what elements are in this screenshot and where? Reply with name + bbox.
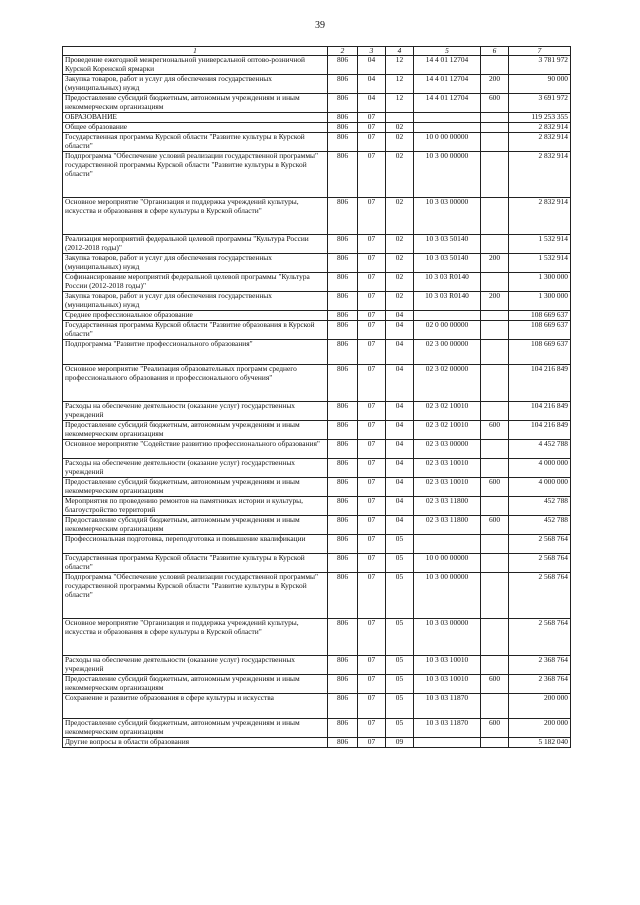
table-row	[63, 254, 571, 273]
section-code-cell: 07	[358, 440, 386, 459]
table-row	[63, 273, 571, 292]
ministry-code-cell: 806	[328, 198, 358, 235]
expense-type-cell: 600	[481, 719, 509, 738]
section-code-cell: 07	[358, 311, 386, 321]
section-code-cell: 07	[358, 694, 386, 719]
row-name-cell: Основное мероприятие "Организация и поддержка учреждений культуры, искусства и образования в сфере культуры в Курской области"	[63, 619, 328, 656]
subsection-code-cell: 05	[386, 694, 414, 719]
amount-cell: 1 300 000	[509, 273, 571, 292]
table-row	[63, 402, 571, 421]
expense-type-cell: 600	[481, 94, 509, 113]
row-name-cell: Расходы на обеспечение деятельности (оказание услуг) государственных учреждений	[63, 656, 328, 675]
ministry-code-cell: 806	[328, 738, 358, 748]
expense-type-cell	[481, 321, 509, 340]
section-code-cell: 04	[358, 75, 386, 94]
table-row	[63, 123, 571, 133]
budget-table	[62, 46, 571, 748]
expense-type-cell	[481, 365, 509, 402]
subsection-code-cell: 04	[386, 478, 414, 497]
table-row	[63, 719, 571, 738]
amount-cell: 2 568 764	[509, 554, 571, 573]
expense-type-cell	[481, 152, 509, 198]
amount-cell: 3 781 972	[509, 56, 571, 75]
expense-type-cell	[481, 459, 509, 478]
table-body	[63, 47, 571, 748]
ministry-code-cell: 806	[328, 619, 358, 656]
row-name-cell: Государственная программа Курской области "Развитие культуры в Курской области"	[63, 133, 328, 152]
target-article-cell: 10 3 00 00000	[414, 152, 481, 198]
row-name-cell: Предоставление субсидий бюджетным, автономным учреждениям и иным некоммерческим организациям	[63, 94, 328, 113]
amount-cell: 90 000	[509, 75, 571, 94]
subsection-code-cell: 04	[386, 516, 414, 535]
ministry-code-cell: 806	[328, 311, 358, 321]
subsection-code-cell: 04	[386, 311, 414, 321]
expense-type-cell: 600	[481, 675, 509, 694]
amount-cell: 2 832 914	[509, 123, 571, 133]
ministry-code-cell: 806	[328, 421, 358, 440]
row-name-cell: Другие вопросы в области образования	[63, 738, 328, 748]
target-article-cell: 14 4 01 12704	[414, 94, 481, 113]
table-row	[63, 94, 571, 113]
ministry-code-cell: 806	[328, 554, 358, 573]
target-article-cell: 02 0 00 00000	[414, 321, 481, 340]
target-article-cell: 10 3 00 00000	[414, 573, 481, 619]
ministry-code-cell: 806	[328, 365, 358, 402]
table-row	[63, 321, 571, 340]
ministry-code-cell: 806	[328, 516, 358, 535]
expense-type-cell	[481, 123, 509, 133]
amount-cell: 2 568 764	[509, 573, 571, 619]
section-code-cell: 07	[358, 235, 386, 254]
target-article-cell: 02 3 00 00000	[414, 340, 481, 365]
amount-cell: 2 832 914	[509, 152, 571, 198]
section-code-cell: 04	[358, 94, 386, 113]
target-article-cell	[414, 738, 481, 748]
row-name-cell: Предоставление субсидий бюджетным, автономным учреждениям и иным некоммерческим организациям	[63, 516, 328, 535]
row-name-cell: Основное мероприятие "Реализация образовательных программ среднего профессионального образования и профессионального обучения"	[63, 365, 328, 402]
ministry-code-cell: 806	[328, 459, 358, 478]
section-code-cell: 07	[358, 152, 386, 198]
expense-type-cell	[481, 535, 509, 554]
ministry-code-cell: 806	[328, 254, 358, 273]
table-row	[63, 738, 571, 748]
target-article-cell: 02 3 02 00000	[414, 365, 481, 402]
row-name-cell: Подпрограмма "Развитие профессионального образования"	[63, 340, 328, 365]
ministry-code-cell: 806	[328, 573, 358, 619]
subsection-code-cell: 09	[386, 738, 414, 748]
subsection-code-cell: 05	[386, 675, 414, 694]
expense-type-cell	[481, 198, 509, 235]
table-row	[63, 497, 571, 516]
row-name-cell: Проведение ежегодной межрегиональной универсальной оптово-розничной Курской Коренской ярмарки	[63, 56, 328, 75]
ministry-code-cell: 806	[328, 478, 358, 497]
row-name-cell: Общее образование	[63, 123, 328, 133]
subsection-code-cell: 02	[386, 133, 414, 152]
subsection-code-cell: 05	[386, 573, 414, 619]
target-article-cell: 10 0 00 00000	[414, 133, 481, 152]
target-article-cell: 10 3 03 R0140	[414, 273, 481, 292]
section-code-cell: 07	[358, 554, 386, 573]
amount-cell: 119 253 355	[509, 113, 571, 123]
subsection-code-cell: 05	[386, 535, 414, 554]
target-article-cell: 02 3 03 11800	[414, 497, 481, 516]
amount-cell: 3 691 972	[509, 94, 571, 113]
target-article-cell: 02 3 03 11800	[414, 516, 481, 535]
subsection-code-cell	[386, 113, 414, 123]
subsection-code-cell: 02	[386, 273, 414, 292]
expense-type-cell: 600	[481, 478, 509, 497]
expense-type-cell	[481, 133, 509, 152]
ministry-code-cell: 806	[328, 75, 358, 94]
target-article-cell: 10 3 03 10010	[414, 656, 481, 675]
target-article-cell: 02 3 02 10010	[414, 402, 481, 421]
expense-type-cell: 200	[481, 292, 509, 311]
row-name-cell: Расходы на обеспечение деятельности (оказание услуг) государственных учреждений	[63, 459, 328, 478]
target-article-cell: 02 3 03 10010	[414, 478, 481, 497]
target-article-cell: 10 3 03 11870	[414, 694, 481, 719]
amount-cell: 4 000 000	[509, 478, 571, 497]
section-code-cell: 07	[358, 254, 386, 273]
section-code-cell: 07	[358, 619, 386, 656]
amount-cell: 108 669 637	[509, 340, 571, 365]
table-row	[63, 619, 571, 656]
amount-cell: 452 788	[509, 516, 571, 535]
table-row	[63, 516, 571, 535]
amount-cell: 2 368 764	[509, 675, 571, 694]
row-name-cell: Закупка товаров, работ и услуг для обеспечения государственных (муниципальных) нужд	[63, 292, 328, 311]
expense-type-cell	[481, 402, 509, 421]
section-code-cell: 07	[358, 573, 386, 619]
row-name-cell: Реализация мероприятий федеральной целевой программы "Культура России (2012-2018 годы)"	[63, 235, 328, 254]
table-row	[63, 675, 571, 694]
amount-cell: 2 368 764	[509, 656, 571, 675]
ministry-code-cell: 806	[328, 133, 358, 152]
section-code-cell: 07	[358, 719, 386, 738]
subsection-code-cell: 04	[386, 402, 414, 421]
ministry-code-cell: 806	[328, 402, 358, 421]
row-name-cell: Предоставление субсидий бюджетным, автономным учреждениям и иным некоммерческим организациям	[63, 421, 328, 440]
ministry-code-cell: 806	[328, 113, 358, 123]
section-code-cell: 07	[358, 738, 386, 748]
ministry-code-cell: 806	[328, 56, 358, 75]
ministry-code-cell: 806	[328, 535, 358, 554]
ministry-code-cell: 806	[328, 94, 358, 113]
expense-type-cell	[481, 619, 509, 656]
expense-type-cell	[481, 273, 509, 292]
subsection-code-cell: 04	[386, 365, 414, 402]
expense-type-cell	[481, 440, 509, 459]
amount-cell: 452 788	[509, 497, 571, 516]
table-row	[63, 421, 571, 440]
expense-type-cell	[481, 573, 509, 619]
row-name-cell: Основное мероприятие "Содействие развитию профессионального образования"	[63, 440, 328, 459]
expense-type-cell	[481, 497, 509, 516]
target-article-cell: 02 3 03 10010	[414, 459, 481, 478]
amount-cell: 4 452 788	[509, 440, 571, 459]
expense-type-cell	[481, 311, 509, 321]
expense-type-cell: 600	[481, 516, 509, 535]
ministry-code-cell: 806	[328, 340, 358, 365]
row-name-cell: Расходы на обеспечение деятельности (оказание услуг) государственных учреждений	[63, 402, 328, 421]
row-name-cell: ОБРАЗОВАНИЕ	[63, 113, 328, 123]
section-code-cell: 07	[358, 516, 386, 535]
row-name-cell: Государственная программа Курской области "Развитие образования в Курской области"	[63, 321, 328, 340]
subsection-code-cell: 04	[386, 340, 414, 365]
subsection-code-cell: 04	[386, 440, 414, 459]
amount-cell: 1 532 914	[509, 235, 571, 254]
subsection-code-cell: 05	[386, 656, 414, 675]
section-code-cell: 07	[358, 292, 386, 311]
target-article-cell: 10 3 03 00000	[414, 198, 481, 235]
subsection-code-cell: 05	[386, 719, 414, 738]
target-article-cell: 02 3 03 00000	[414, 440, 481, 459]
subsection-code-cell: 02	[386, 152, 414, 198]
row-name-cell: Сохранение и развитие образования в сфере культуры и искусства	[63, 694, 328, 719]
amount-cell: 200 000	[509, 694, 571, 719]
ministry-code-cell: 806	[328, 235, 358, 254]
table-row	[63, 198, 571, 235]
amount-cell: 2 568 764	[509, 535, 571, 554]
amount-cell: 1 532 914	[509, 254, 571, 273]
ministry-code-cell: 806	[328, 273, 358, 292]
row-name-cell: Подпрограмма "Обеспечение условий реализации государственной программы" государственной программы Курской области "Развитие культуры в Курской области"	[63, 573, 328, 619]
target-article-cell: 14 4 01 12704	[414, 56, 481, 75]
amount-cell: 2 832 914	[509, 198, 571, 235]
subsection-code-cell: 02	[386, 292, 414, 311]
subsection-code-cell: 12	[386, 75, 414, 94]
section-code-cell: 07	[358, 198, 386, 235]
expense-type-cell	[481, 56, 509, 75]
table-header-row	[63, 47, 571, 56]
ministry-code-cell: 806	[328, 152, 358, 198]
section-code-cell: 07	[358, 459, 386, 478]
header-cell: 2	[328, 47, 358, 56]
target-article-cell: 10 3 03 50140	[414, 235, 481, 254]
section-code-cell: 04	[358, 56, 386, 75]
amount-cell: 104 216 849	[509, 421, 571, 440]
subsection-code-cell: 05	[386, 619, 414, 656]
row-name-cell: Государственная программа Курской области "Развитие культуры в Курской области"	[63, 554, 328, 573]
amount-cell: 104 216 849	[509, 365, 571, 402]
expense-type-cell: 600	[481, 421, 509, 440]
section-code-cell: 07	[358, 402, 386, 421]
row-name-cell: Среднее профессиональное образование	[63, 311, 328, 321]
target-article-cell: 10 0 00 00000	[414, 554, 481, 573]
table-row	[63, 75, 571, 94]
table-row	[63, 133, 571, 152]
subsection-code-cell: 02	[386, 254, 414, 273]
subsection-code-cell: 02	[386, 123, 414, 133]
header-cell: 6	[481, 47, 509, 56]
expense-type-cell: 200	[481, 254, 509, 273]
expense-type-cell	[481, 235, 509, 254]
row-name-cell: Софинансирование мероприятий федеральной целевой программы "Культура России (2012-2018 годы)"	[63, 273, 328, 292]
expense-type-cell	[481, 694, 509, 719]
amount-cell: 108 669 637	[509, 321, 571, 340]
table-row	[63, 459, 571, 478]
target-article-cell: 10 3 03 00000	[414, 619, 481, 656]
target-article-cell	[414, 311, 481, 321]
ministry-code-cell: 806	[328, 694, 358, 719]
subsection-code-cell: 04	[386, 459, 414, 478]
ministry-code-cell: 806	[328, 656, 358, 675]
target-article-cell	[414, 123, 481, 133]
amount-cell: 104 216 849	[509, 402, 571, 421]
table-row	[63, 152, 571, 198]
subsection-code-cell: 12	[386, 94, 414, 113]
target-article-cell: 14 4 01 12704	[414, 75, 481, 94]
target-article-cell	[414, 113, 481, 123]
header-cell: 3	[358, 47, 386, 56]
table-row	[63, 440, 571, 459]
target-article-cell: 10 3 03 R0140	[414, 292, 481, 311]
table-row	[63, 535, 571, 554]
row-name-cell: Мероприятия по проведению ремонтов на памятниках истории и культуры, благоустройство территорий	[63, 497, 328, 516]
table-row	[63, 113, 571, 123]
section-code-cell: 07	[358, 478, 386, 497]
target-article-cell	[414, 535, 481, 554]
expense-type-cell	[481, 738, 509, 748]
expense-type-cell	[481, 113, 509, 123]
subsection-code-cell: 05	[386, 554, 414, 573]
amount-cell: 2 832 914	[509, 133, 571, 152]
ministry-code-cell: 806	[328, 321, 358, 340]
table-row	[63, 656, 571, 675]
row-name-cell: Закупка товаров, работ и услуг для обеспечения государственных (муниципальных) нужд	[63, 75, 328, 94]
section-code-cell: 07	[358, 497, 386, 516]
header-cell: 5	[414, 47, 481, 56]
amount-cell: 200 000	[509, 719, 571, 738]
target-article-cell: 02 3 02 10010	[414, 421, 481, 440]
section-code-cell: 07	[358, 321, 386, 340]
section-code-cell: 07	[358, 421, 386, 440]
subsection-code-cell: 02	[386, 235, 414, 254]
target-article-cell: 10 3 03 11870	[414, 719, 481, 738]
table-row	[63, 554, 571, 573]
section-code-cell: 07	[358, 273, 386, 292]
row-name-cell: Основное мероприятие "Организация и поддержка учреждений культуры, искусства и образования в сфере культуры в Курской области"	[63, 198, 328, 235]
row-name-cell: Закупка товаров, работ и услуг для обеспечения государственных (муниципальных) нужд	[63, 254, 328, 273]
section-code-cell: 07	[358, 656, 386, 675]
row-name-cell: Профессиональная подготовка, переподготовка и повышение квалификации	[63, 535, 328, 554]
section-code-cell: 07	[358, 133, 386, 152]
table-row	[63, 311, 571, 321]
amount-cell: 4 000 000	[509, 459, 571, 478]
table-row	[63, 573, 571, 619]
header-cell: 1	[63, 47, 328, 56]
table-row	[63, 694, 571, 719]
header-cell: 7	[509, 47, 571, 56]
section-code-cell: 07	[358, 113, 386, 123]
row-name-cell: Предоставление субсидий бюджетным, автономным учреждениям и иным некоммерческим организациям	[63, 675, 328, 694]
section-code-cell: 07	[358, 535, 386, 554]
section-code-cell: 07	[358, 340, 386, 365]
table-row	[63, 365, 571, 402]
amount-cell: 108 669 637	[509, 311, 571, 321]
header-cell: 4	[386, 47, 414, 56]
expense-type-cell	[481, 340, 509, 365]
amount-cell: 2 568 764	[509, 619, 571, 656]
ministry-code-cell: 806	[328, 123, 358, 133]
ministry-code-cell: 806	[328, 497, 358, 516]
expense-type-cell	[481, 554, 509, 573]
section-code-cell: 07	[358, 675, 386, 694]
section-code-cell: 07	[358, 365, 386, 402]
subsection-code-cell: 02	[386, 198, 414, 235]
ministry-code-cell: 806	[328, 292, 358, 311]
expense-type-cell: 200	[481, 75, 509, 94]
expense-type-cell	[481, 656, 509, 675]
page-number: 39	[315, 20, 325, 31]
subsection-code-cell: 04	[386, 497, 414, 516]
ministry-code-cell: 806	[328, 719, 358, 738]
ministry-code-cell: 806	[328, 440, 358, 459]
table-row	[63, 56, 571, 75]
target-article-cell: 10 3 03 50140	[414, 254, 481, 273]
row-name-cell: Предоставление субсидий бюджетным, автономным учреждениям и иным некоммерческим организациям	[63, 478, 328, 497]
ministry-code-cell: 806	[328, 675, 358, 694]
table-row	[63, 235, 571, 254]
section-code-cell: 07	[358, 123, 386, 133]
subsection-code-cell: 04	[386, 421, 414, 440]
target-article-cell: 10 3 03 10010	[414, 675, 481, 694]
amount-cell: 1 300 000	[509, 292, 571, 311]
subsection-code-cell: 12	[386, 56, 414, 75]
table-row	[63, 292, 571, 311]
table-row	[63, 478, 571, 497]
row-name-cell: Подпрограмма "Обеспечение условий реализации государственной программы" государственной программы Курской области "Развитие культуры в Курской области"	[63, 152, 328, 198]
amount-cell: 5 182 040	[509, 738, 571, 748]
table-row	[63, 340, 571, 365]
row-name-cell: Предоставление субсидий бюджетным, автономным учреждениям и иным некоммерческим организациям	[63, 719, 328, 738]
subsection-code-cell: 04	[386, 321, 414, 340]
